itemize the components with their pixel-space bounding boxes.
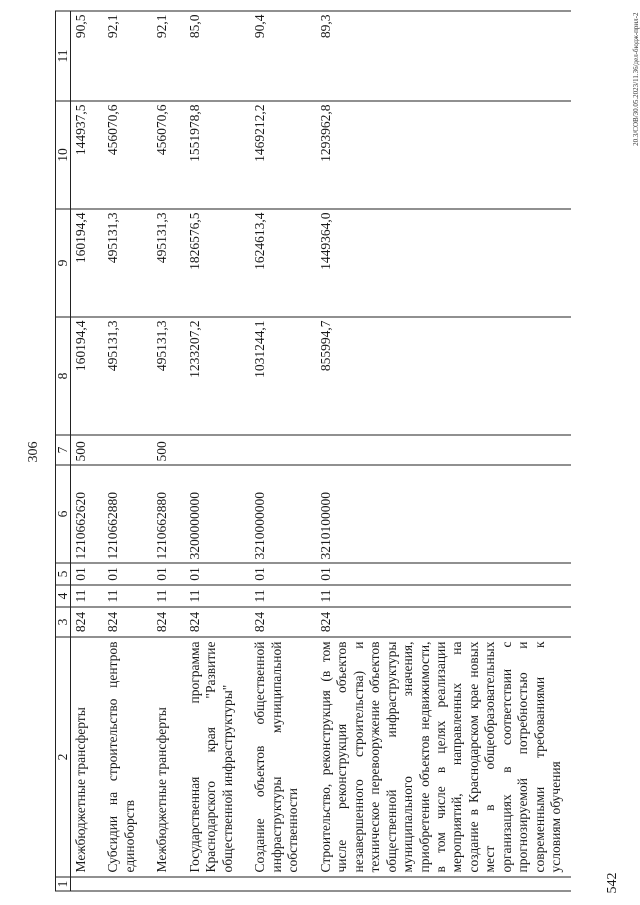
column-header-10: 10	[56, 101, 71, 209]
approved-amount: 1031244,1	[242, 317, 307, 435]
table-row	[242, 11, 307, 891]
target-article-code: 1210662880	[144, 465, 176, 563]
column-header-2: 2	[56, 637, 71, 877]
col-1-cell	[308, 877, 571, 891]
page-number: 306	[26, 441, 41, 463]
col-1-cell	[242, 877, 307, 891]
section-code: 11	[308, 585, 571, 607]
ministry-code: 824	[95, 607, 144, 637]
item-name: Строительство, реконструкция (в том числе реконструкция объектов незавершенного строительства) и техническое перевооружение объектов общественной инфраструктуры муниципального значения, приобретение объектов недвижимости, в том числе в целях реализации мероприятий, направленных на создание в Краснодарском крае новых мест в общеобразовательных организациях в соответствии с прогнозируемой потребностью и современными требованиями к условиям обучения	[308, 637, 571, 877]
execution-percent: 92,1	[144, 11, 176, 101]
approved-amount: 495131,3	[95, 317, 144, 435]
ministry-code: 824	[144, 607, 176, 637]
ministry-code: 824	[242, 607, 307, 637]
section-code: 11	[242, 585, 307, 607]
refined-amount: 495131,3	[95, 209, 144, 317]
table-row	[308, 11, 571, 891]
section-code: 11	[177, 585, 242, 607]
executed-amount: 456070,6	[144, 101, 176, 209]
table-row	[95, 11, 144, 891]
target-article-code: 3210000000	[242, 465, 307, 563]
item-name: Межбюджетные трансферты	[144, 637, 176, 877]
subsection-code: 01	[177, 563, 242, 585]
item-name: Государственная программа Краснодарского края "Развитие общественной инфраструктуры"	[177, 637, 242, 877]
expense-type-code	[95, 435, 144, 465]
execution-percent: 90,4	[242, 11, 307, 101]
item-name: Создание объектов общественной инфраструктуры муниципальной собственности	[242, 637, 307, 877]
col-1-cell	[144, 877, 176, 891]
column-header-4: 4	[56, 585, 71, 607]
column-header-7: 7	[56, 435, 71, 465]
approved-amount: 855994,7	[308, 317, 571, 435]
subsection-code: 01	[71, 563, 96, 585]
column-header-1: 1	[56, 877, 71, 891]
column-header-8: 8	[56, 317, 71, 435]
refined-amount: 1624613,4	[242, 209, 307, 317]
column-header-9: 9	[56, 209, 71, 317]
expense-type-code	[308, 435, 571, 465]
target-article-code: 3200000000	[177, 465, 242, 563]
col-1-cell	[71, 877, 96, 891]
ministry-code: 824	[71, 607, 96, 637]
approved-amount: 1233207,2	[177, 317, 242, 435]
target-article-code: 1210662620	[71, 465, 96, 563]
expense-type-code: 500	[144, 435, 176, 465]
executed-amount: 1293962,8	[308, 101, 571, 209]
section-code: 11	[144, 585, 176, 607]
refined-amount: 1449364,0	[308, 209, 571, 317]
refined-amount: 495131,3	[144, 209, 176, 317]
header-row	[56, 11, 71, 891]
expense-type-code	[242, 435, 307, 465]
item-name: Субсидии на строительство центров единоборств	[95, 637, 144, 877]
executed-amount: 144937,5	[71, 101, 96, 209]
expense-type-code: 500	[71, 435, 96, 465]
section-code: 11	[71, 585, 96, 607]
ministry-code: 824	[177, 607, 242, 637]
col-1-cell	[177, 877, 242, 891]
sheet-number: 542	[605, 872, 620, 894]
refined-amount: 1826576,5	[177, 209, 242, 317]
target-article-code: 1210662880	[95, 465, 144, 563]
column-header-6: 6	[56, 465, 71, 563]
executed-amount: 1551978,8	[177, 101, 242, 209]
refined-amount: 160194,4	[71, 209, 96, 317]
subsection-code: 01	[95, 563, 144, 585]
execution-percent: 92,1	[95, 11, 144, 101]
table-row	[71, 11, 96, 891]
column-header-3: 3	[56, 607, 71, 637]
expense-type-code	[177, 435, 242, 465]
execution-percent: 89,3	[308, 11, 571, 101]
execution-percent: 85,0	[177, 11, 242, 101]
target-article-code: 3210100000	[308, 465, 571, 563]
executed-amount: 456070,6	[95, 101, 144, 209]
item-name: Межбюджетные трансферты	[71, 637, 96, 877]
col-1-cell	[95, 877, 144, 891]
subsection-code: 01	[308, 563, 571, 585]
section-code: 11	[95, 585, 144, 607]
execution-percent: 90,5	[71, 11, 96, 101]
approved-amount: 160194,4	[71, 317, 96, 435]
approved-amount: 495131,3	[144, 317, 176, 435]
column-header-5: 5	[56, 563, 71, 585]
subsection-code: 01	[144, 563, 176, 585]
table-row	[144, 11, 176, 891]
executed-amount: 1469212,2	[242, 101, 307, 209]
budget-table	[55, 11, 571, 892]
rotated-page	[20, 5, 640, 900]
document-code: 20.3/СОВ/30.05.2023/11.36/дел-бюдж-прил-2	[632, 12, 640, 146]
ministry-code: 824	[308, 607, 571, 637]
subsection-code: 01	[242, 563, 307, 585]
column-header-11: 11	[56, 11, 71, 101]
table-row	[177, 11, 242, 891]
